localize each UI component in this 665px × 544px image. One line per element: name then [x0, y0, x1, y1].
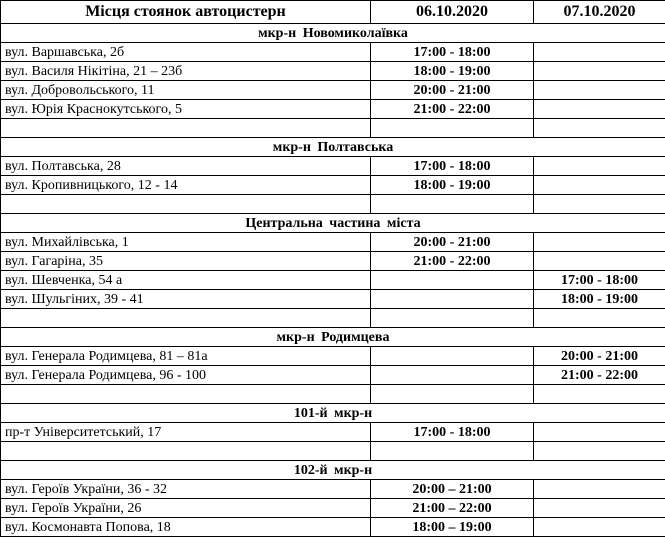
address-cell: вул. Юрія Краснокутського, 5 — [1, 100, 371, 119]
address-cell: вул. Генерала Родимцева, 81 – 81а — [1, 347, 371, 366]
time-cell-date1 — [371, 366, 534, 385]
address-cell: вул. Героїв України, 36 - 32 — [1, 480, 371, 499]
section-header-row — [1, 214, 665, 233]
section-title: 102-й мкр-н — [1, 461, 665, 480]
time-cell-date2 — [534, 176, 665, 195]
table-row — [1, 81, 665, 100]
time-cell-date1: 18:00 – 19:00 — [371, 518, 534, 537]
empty-cell — [534, 442, 665, 461]
time-cell-date2: 17:00 - 18:00 — [534, 271, 665, 290]
address-cell: вул. Шевченка, 54 а — [1, 271, 371, 290]
time-cell-date1: 20:00 - 21:00 — [371, 81, 534, 100]
address-cell: вул. Генерала Родимцева, 96 - 100 — [1, 366, 371, 385]
section-header-row — [1, 138, 665, 157]
section-header-row — [1, 328, 665, 347]
empty-cell — [371, 119, 534, 138]
time-cell-date1: 20:00 – 21:00 — [371, 480, 534, 499]
time-cell-date2: 18:00 - 19:00 — [534, 290, 665, 309]
empty-cell — [534, 195, 665, 214]
address-cell: вул. Полтавська, 28 — [1, 157, 371, 176]
empty-row — [1, 442, 665, 461]
time-cell-date2 — [534, 43, 665, 62]
header-date-1: 06.10.2020 — [371, 1, 534, 24]
table-row — [1, 157, 665, 176]
empty-cell — [371, 309, 534, 328]
table-row — [1, 233, 665, 252]
time-cell-date2 — [534, 157, 665, 176]
table-row — [1, 176, 665, 195]
time-cell-date1: 20:00 - 21:00 — [371, 233, 534, 252]
empty-cell — [1, 309, 371, 328]
section-title: 101-й мкр-н — [1, 404, 665, 423]
section-header-row — [1, 24, 665, 43]
header-row — [1, 1, 665, 24]
empty-cell — [371, 385, 534, 404]
table-row — [1, 347, 665, 366]
address-cell: вул. Кропивницького, 12 - 14 — [1, 176, 371, 195]
address-cell: вул. Варшавська, 2б — [1, 43, 371, 62]
empty-cell — [371, 442, 534, 461]
empty-cell — [1, 119, 371, 138]
time-cell-date2 — [534, 480, 665, 499]
time-cell-date2 — [534, 62, 665, 81]
address-cell: вул. Михайлівська, 1 — [1, 233, 371, 252]
table-row — [1, 423, 665, 442]
time-cell-date1 — [371, 290, 534, 309]
address-cell: вул. Шульгіних, 39 - 41 — [1, 290, 371, 309]
time-cell-date1: 21:00 – 22:00 — [371, 499, 534, 518]
time-cell-date1: 17:00 - 18:00 — [371, 423, 534, 442]
time-cell-date2 — [534, 499, 665, 518]
table-row — [1, 518, 665, 537]
section-title: мкр-н Родимцева — [1, 328, 665, 347]
empty-cell — [371, 195, 534, 214]
empty-row — [1, 119, 665, 138]
empty-cell — [534, 309, 665, 328]
table-row — [1, 271, 665, 290]
address-cell: вул. Добровольського, 11 — [1, 81, 371, 100]
time-cell-date1: 17:00 - 18:00 — [371, 43, 534, 62]
header-location: Місця стоянок автоцистерн — [1, 1, 371, 24]
time-cell-date1 — [371, 347, 534, 366]
time-cell-date1: 21:00 - 22:00 — [371, 100, 534, 119]
table-row — [1, 62, 665, 81]
empty-row — [1, 385, 665, 404]
section-title: мкр-н Полтавська — [1, 138, 665, 157]
time-cell-date1: 18:00 - 19:00 — [371, 176, 534, 195]
time-cell-date1 — [371, 271, 534, 290]
time-cell-date2: 20:00 - 21:00 — [534, 347, 665, 366]
table-row — [1, 100, 665, 119]
empty-cell — [1, 385, 371, 404]
table-row — [1, 252, 665, 271]
section-title: мкр-н Новомиколаївка — [1, 24, 665, 43]
time-cell-date1: 21:00 - 22:00 — [371, 252, 534, 271]
empty-row — [1, 309, 665, 328]
time-cell-date2 — [534, 81, 665, 100]
header-date-2: 07.10.2020 — [534, 1, 665, 24]
time-cell-date1: 18:00 - 19:00 — [371, 62, 534, 81]
time-cell-date1: 17:00 - 18:00 — [371, 157, 534, 176]
time-cell-date2 — [534, 100, 665, 119]
address-cell: пр-т Університетський, 17 — [1, 423, 371, 442]
time-cell-date2: 21:00 - 22:00 — [534, 366, 665, 385]
empty-cell — [534, 385, 665, 404]
table-row — [1, 366, 665, 385]
section-header-row — [1, 404, 665, 423]
address-cell: вул. Василя Нікітіна, 21 – 23б — [1, 62, 371, 81]
time-cell-date2 — [534, 518, 665, 537]
empty-cell — [1, 442, 371, 461]
time-cell-date2 — [534, 423, 665, 442]
table-row — [1, 290, 665, 309]
address-cell: вул. Гагаріна, 35 — [1, 252, 371, 271]
empty-cell — [1, 195, 371, 214]
empty-cell — [534, 119, 665, 138]
table-row — [1, 43, 665, 62]
section-header-row — [1, 461, 665, 480]
address-cell: вул. Космонавта Попова, 18 — [1, 518, 371, 537]
time-cell-date2 — [534, 233, 665, 252]
section-title: Центральна частина міста — [1, 214, 665, 233]
table-row — [1, 499, 665, 518]
address-cell: вул. Героїв України, 26 — [1, 499, 371, 518]
time-cell-date2 — [534, 252, 665, 271]
empty-row — [1, 195, 665, 214]
table-row — [1, 480, 665, 499]
